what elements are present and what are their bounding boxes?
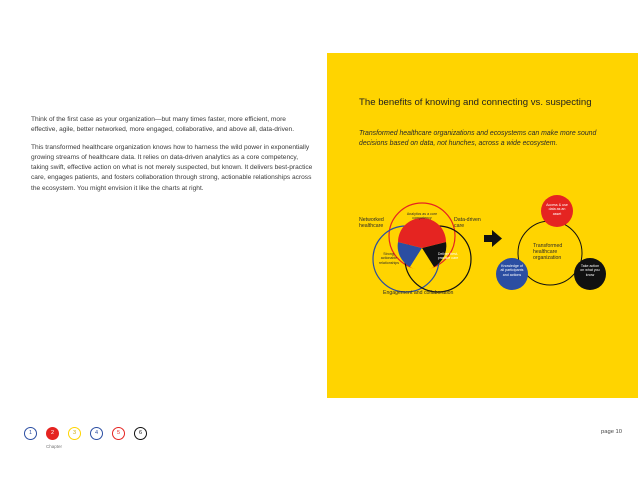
label-engagement: Engagement and collaboration <box>383 290 454 296</box>
chapter-2-button[interactable]: 2 <box>46 427 59 440</box>
chapter-3-button[interactable]: 3 <box>68 427 81 440</box>
chapter-label: Chapter <box>46 444 63 449</box>
overlap-red <box>398 218 446 248</box>
body-paragraph-2: This transformed healthcare organization knows how to harness the wild power in exponentially growing streams of healthcare data. It relies on data-driven analytics as a core competency, taking swift, effective action on what is not merely suspected, but known. It delivers best-practice care, engages patients, and fosters collaboration through strong, actionable relationships across the ecosystem. You might envision it like the charts at right. <box>31 143 313 192</box>
label-action: Take action on what you know <box>580 264 600 277</box>
page-number: page 10 <box>601 429 622 435</box>
label-knowledge: Knowledge of all participants and actions <box>500 264 524 277</box>
chapter-1-button[interactable]: 1 <box>24 427 37 440</box>
label-transformed-center: Transformed healthcare organization <box>533 243 563 262</box>
body-copy <box>31 115 313 201</box>
body-paragraph-1: Think of the first case as your organization—but many times faster, more efficient, more effective, agile, better networked, more engaged, collaborative, and above all, data-driven. <box>31 116 295 134</box>
benefits-panel <box>327 53 638 398</box>
chapter-5-button[interactable]: 5 <box>112 427 125 440</box>
label-analytics: Analytics as a core competency <box>406 212 438 221</box>
arrow-right-icon <box>484 230 502 247</box>
label-strong-relationships: Strong, actionable relationships <box>378 252 400 265</box>
label-access: Access & use data as an asset <box>546 203 568 216</box>
label-best-practice: Deliver best-practice care <box>437 252 459 261</box>
panel-subtitle: Transformed healthcare organizations and ecosystems can make more sound decisions based on data, not hunches, across a wide ecosystem. <box>359 130 597 148</box>
chapter-4-button[interactable]: 4 <box>90 427 103 440</box>
label-data-driven: Data-driven care <box>454 217 481 230</box>
label-networked: Networked healthcare <box>359 217 384 230</box>
chapter-6-button[interactable]: 6 <box>134 427 147 440</box>
panel-title: The benefits of knowing and connecting vs. suspecting <box>359 97 592 108</box>
